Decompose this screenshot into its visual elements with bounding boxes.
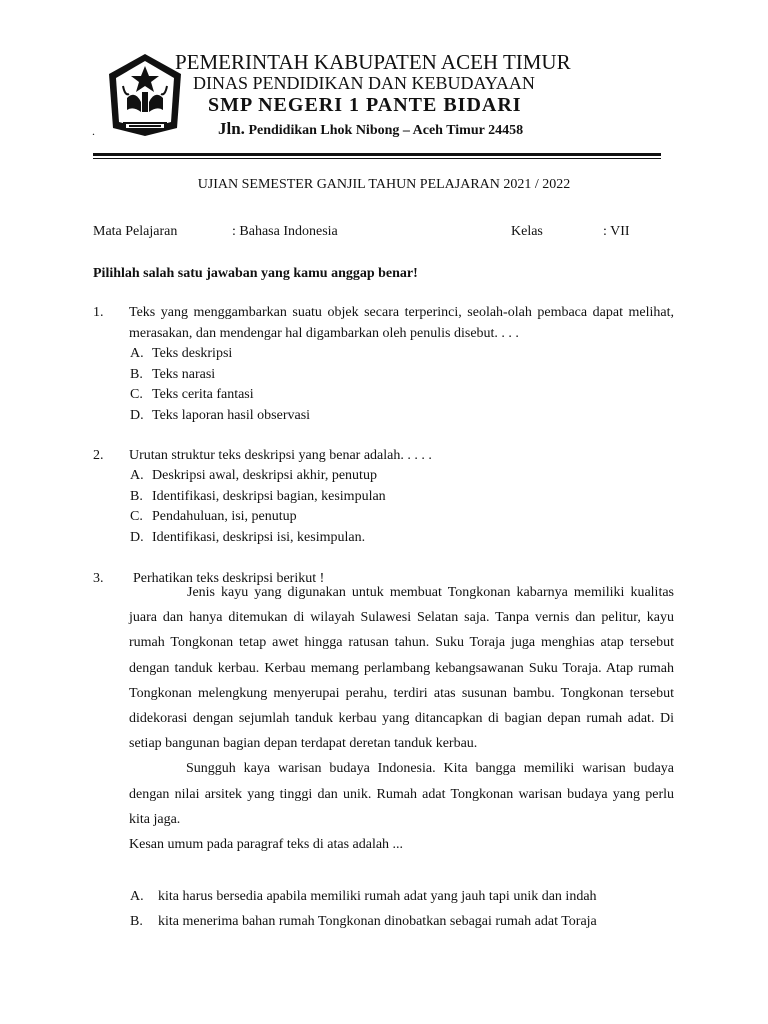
question-2-number: 2.: [93, 448, 104, 463]
address-prefix: Jln.: [218, 119, 245, 138]
option-1c[interactable]: C. Teks cerita fantasi: [130, 387, 254, 402]
subject-label: Mata Pelajaran: [93, 224, 178, 239]
header-address: [218, 119, 523, 139]
stray-dot: .: [92, 124, 95, 138]
instruction: Pilihlah salah satu jawaban yang kamu anggap benar!: [93, 266, 418, 281]
question-2-text: Urutan struktur teks deskripsi yang benar adalah. . . . .: [129, 448, 432, 463]
subject-value: : Bahasa Indonesia: [232, 224, 338, 239]
question-3-intro: Perhatikan teks deskripsi berikut !: [133, 571, 325, 586]
option-1b[interactable]: B. Teks narasi: [130, 366, 216, 382]
header-rule-thin: [93, 158, 661, 159]
option-2d[interactable]: D. Identifikasi, deskripsi isi, kesimpulan.: [130, 529, 366, 545]
passage-paragraph-1: Jenis kayu yang digunakan untuk membuat Tongkonan kabarnya memiliki kualitas juara dan hanya ditemukan di wilayah Sulawesi Selatan saja. Tanpa vernis dan pelitur, kayu rumah Tongkonan tetap awet hingga ratusan tahun. Suku Toraja juga menghias atap tersebut dengan tanduk kerbau. Kerbau memang perlambang kebangsawanan Suku Toraja. Atap rumah Tongkonan melengkung menyerupai perahu, terdiri atas susunan bambu. Tongkonan tersebut didekorasi dengan sejumlah tanduk kerbau yang ditancapkan di bagian depan rumah adat. Di setiap bangunan bagian depan terdapat deretan tanduk kerbau.: [129, 585, 674, 752]
passage-paragraph-2: Sungguh kaya warisan budaya Indonesia. Kita bangga memiliki warisan budaya dengan nilai arsitek yang tinggi dan unik. Rumah adat Tongkonan warisan budaya yang perlu kita jaga.: [129, 761, 674, 827]
header-rule-thick: [93, 153, 661, 156]
school-emblem-logo: [105, 50, 185, 138]
header-government: PEMERINTAH KABUPATEN ACEH TIMUR: [175, 50, 571, 74]
question-1-text: Teks yang menggambarkan suatu objek secara terperinci, seolah-olah pembaca dapat melihat, merasakan, dan mendengar hal digambarkan oleh penulis disebut. . . .: [129, 305, 674, 341]
option-1d[interactable]: D. Teks laporan hasil observasi: [130, 407, 311, 423]
question-1-number: 1.: [93, 305, 104, 320]
question-3-options: [130, 884, 597, 934]
question-3-number: 3.: [93, 571, 104, 586]
option-3b[interactable]: B. kita menerima bahan rumah Tongkonan dinobatkan sebagai rumah adat Toraja: [130, 914, 597, 929]
option-2b[interactable]: B. Identifikasi, deskripsi bagian, kesimpulan: [130, 488, 386, 504]
option-2a[interactable]: A. Deskripsi awal, deskripsi akhir, penutup: [130, 468, 377, 483]
question-3-prompt: Kesan umum pada paragraf teks di atas adalah ...: [129, 837, 404, 853]
question-2-options: [130, 466, 386, 548]
class-label: Kelas: [511, 224, 543, 239]
option-3a[interactable]: A. kita harus bersedia apabila memiliki rumah adat yang jauh tapi unik dan indah: [130, 889, 597, 904]
class-value: : VII: [603, 224, 630, 239]
question-3-passage: [129, 580, 674, 857]
address-rest: Pendidikan Lhok Nibong – Aceh Timur 24458: [244, 123, 524, 138]
header-department: DINAS PENDIDIKAN DAN KEBUDAYAAN: [193, 73, 535, 93]
exam-title: UJIAN SEMESTER GANJIL TAHUN PELAJARAN 2021 / 2022: [197, 177, 571, 192]
option-1a[interactable]: A. Teks deskripsi: [130, 346, 233, 361]
option-2c[interactable]: C. Pendahuluan, isi, penutup: [130, 509, 297, 524]
header-school-name: SMP NEGERI 1 PANTE BIDARI: [208, 94, 522, 116]
question-1-options: [130, 344, 310, 426]
